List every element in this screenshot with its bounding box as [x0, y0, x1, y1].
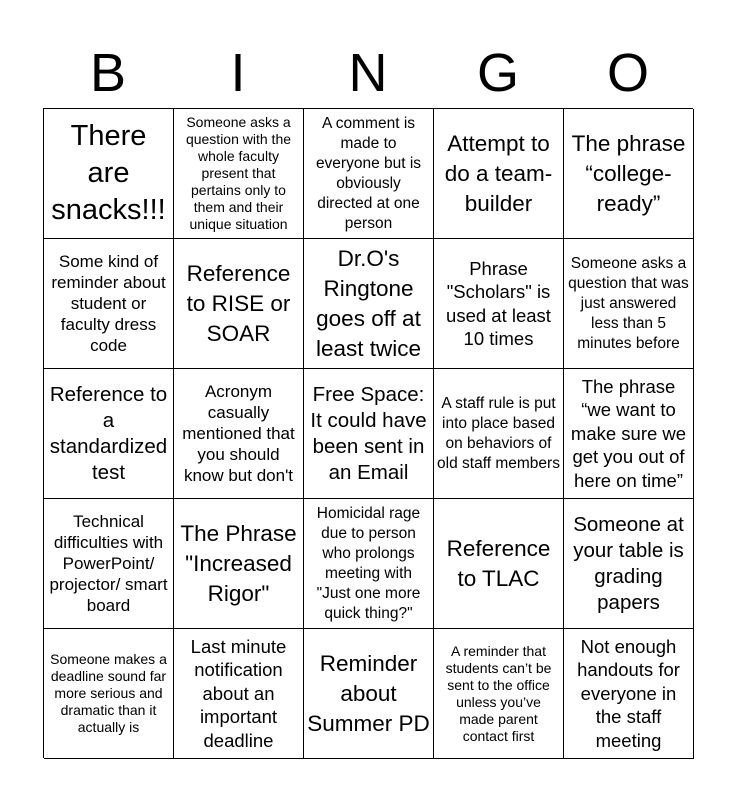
cell-text: Someone makes a deadline sound far more serious and dramatic than it actually is: [50, 651, 167, 735]
cell-text: Last minute notification about an important deadline: [190, 635, 287, 751]
bingo-cell-r1c3[interactable]: [304, 109, 434, 239]
bingo-cell-r5c5[interactable]: [564, 629, 694, 759]
cell-text: Reference to TLAC: [446, 535, 551, 591]
bingo-cell-r3c3[interactable]: [304, 369, 434, 499]
cell-text: Technical difficulties with PowerPoint/ projector/ smart board: [49, 512, 168, 615]
cell-text: A comment is made to everyone but is obviously directed at one person: [315, 114, 422, 232]
bingo-cell-r2c4[interactable]: [434, 239, 564, 369]
bingo-cell-r3c4[interactable]: [434, 369, 564, 499]
bingo-cell-r3c2[interactable]: [174, 369, 304, 499]
header-letter-n: N: [348, 43, 388, 103]
bingo-cell-r5c3[interactable]: [304, 629, 434, 759]
cell-text: Someone asks a question that was just answered less than 5 minutes before: [568, 254, 689, 352]
bingo-cell-r5c4[interactable]: [434, 629, 564, 759]
bingo-cell-r1c1[interactable]: [44, 109, 174, 239]
cell-text: A reminder that students can’t be sent to the office unless you’ve made parent contact first: [445, 642, 552, 744]
cell-text: The phrase “college-ready”: [571, 130, 686, 216]
bingo-cell-r3c5[interactable]: [564, 369, 694, 499]
cell-text: Someone asks a question with the whole faculty present that pertains only to them and their unique situation: [185, 114, 292, 232]
cell-text: Homicidal rage due to person who prolongs meeting with "Just one more quick thing?": [316, 504, 421, 622]
cell-text: Some kind of reminder about student or faculty dress code: [51, 252, 166, 355]
bingo-cell-r4c5[interactable]: [564, 499, 694, 629]
header-letter-g: G: [476, 43, 519, 103]
bingo-cell-r2c1[interactable]: [44, 239, 174, 369]
bingo-cell-r4c4[interactable]: [434, 499, 564, 629]
cell-text: The Phrase "Increased Rigor": [180, 520, 297, 606]
cell-text: Free Space: It could have been sent in an Email: [310, 382, 427, 484]
bingo-cell-r5c1[interactable]: [44, 629, 174, 759]
cell-text: Someone at your table is grading papers: [573, 512, 684, 614]
cell-text: A staff rule is put into place based on behaviors of old staff members: [437, 394, 560, 472]
bingo-cell-r3c1[interactable]: [44, 369, 174, 499]
bingo-cell-r1c4[interactable]: [434, 109, 564, 239]
cell-text: Attempt to do a team-builder: [444, 130, 553, 216]
bingo-cell-r2c3[interactable]: [304, 239, 434, 369]
bingo-cell-r2c5[interactable]: [564, 239, 694, 369]
cell-text: The phrase “we want to make sure we get you out of here on time”: [570, 375, 687, 491]
bingo-cell-r1c5[interactable]: [564, 109, 694, 239]
header-letter-i: I: [230, 43, 246, 103]
bingo-header: [43, 40, 693, 106]
cell-text: Not enough handouts for everyone in the staff meeting: [577, 635, 680, 751]
bingo-cell-r1c2[interactable]: [174, 109, 304, 239]
bingo-grid: [43, 108, 693, 758]
bingo-cell-r5c2[interactable]: [174, 629, 304, 759]
bingo-cell-r4c1[interactable]: [44, 499, 174, 629]
cell-text: Phrase "Scholars" is used at least 10 times: [446, 257, 551, 349]
cell-text: Acronym casually mentioned that you should know but don't: [182, 382, 295, 485]
cell-text: Dr.O's Ringtone goes off at least twice: [315, 245, 422, 361]
bingo-cell-r2c2[interactable]: [174, 239, 304, 369]
header-letter-o: O: [606, 43, 649, 103]
cell-text: Reminder about Summer PD: [307, 650, 430, 736]
header-letter-b: B: [89, 43, 127, 103]
bingo-cell-r4c2[interactable]: [174, 499, 304, 629]
cell-text: Reference to RISE or SOAR: [186, 260, 291, 346]
cell-text: There are snacks!!!: [51, 120, 166, 226]
cell-text: Reference to a standardized test: [49, 382, 168, 484]
bingo-cell-r4c3[interactable]: [304, 499, 434, 629]
